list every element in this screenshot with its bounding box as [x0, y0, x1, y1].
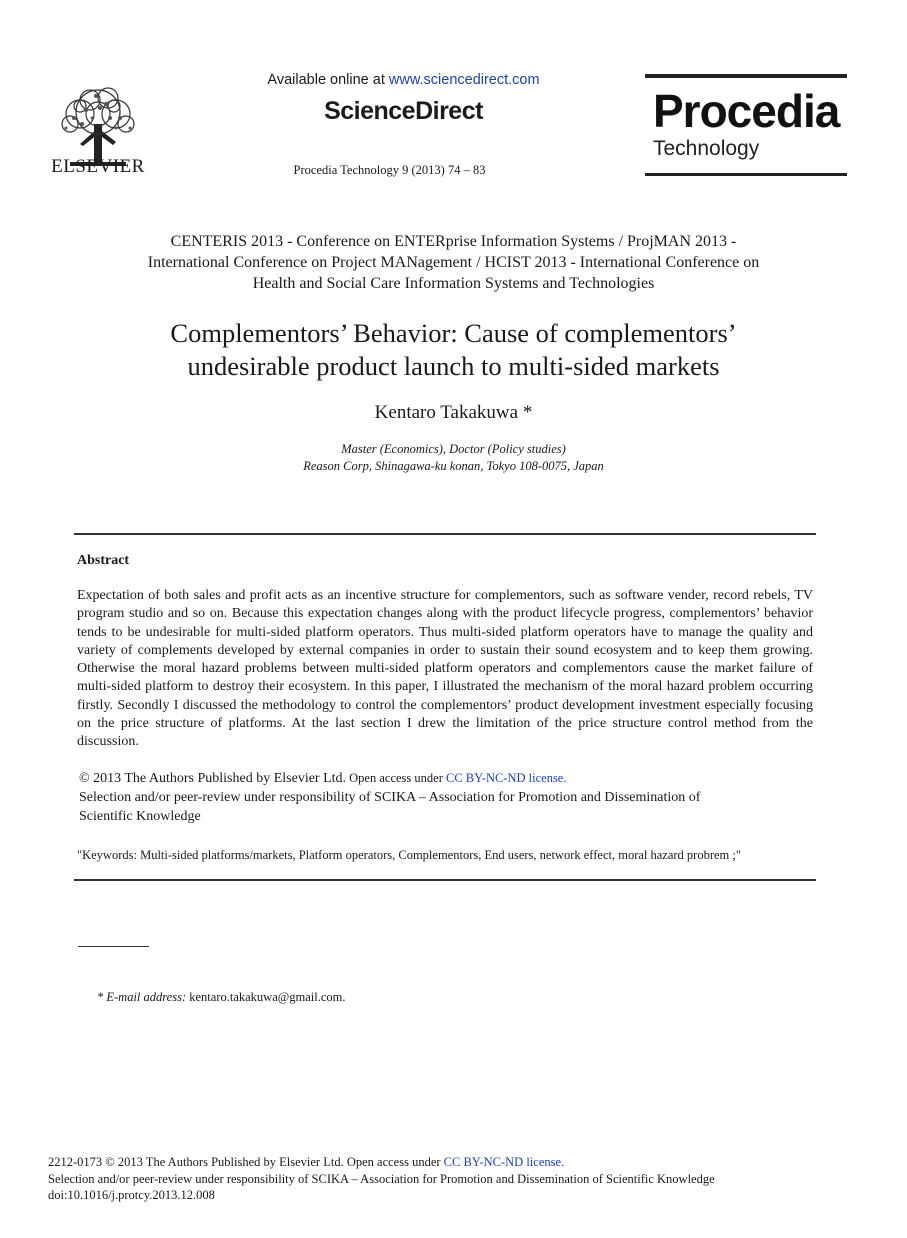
- conference-line-1: CENTERIS 2013 - Conference on ENTERprise Information Systems / ProjMAN 2013 -: [170, 233, 737, 250]
- conference-line-2: International Conference on Project MANagement / HCIST 2013 - International Conference on: [147, 254, 760, 271]
- procedia-subtitle: Technology: [653, 137, 760, 160]
- footnote-label: * E-mail address:: [97, 990, 187, 1004]
- affiliation-line-1: Master (Economics), Doctor (Policy studies): [341, 442, 566, 456]
- sciencedirect-brand: ScienceDirect: [324, 97, 483, 125]
- procedia-word: Procedia: [653, 85, 840, 137]
- journal-reference: Procedia Technology 9 (2013) 74 – 83: [293, 163, 486, 177]
- divider-top: [74, 533, 816, 535]
- abstract-heading: Abstract: [77, 553, 130, 568]
- bottom-line-2: Selection and/or peer-review under responsibility of SCIKA – Association for Promotion and Dissemination of Scientific Knowledge: [48, 1171, 715, 1186]
- title-line-1: Complementors’ Behavior: Cause of complementors’: [170, 318, 737, 348]
- affiliation-line-2: Reason Corp, Shinagawa-ku konan, Tokyo 108-0075, Japan: [303, 459, 604, 473]
- author-name: Kentaro Takakuwa *: [374, 402, 533, 423]
- copyright-line: [79, 769, 815, 788]
- conference-name: [60, 231, 847, 294]
- title-line-2: undesirable product launch to multi-sided markets: [187, 351, 720, 381]
- keywords: "Keywords: Multi-sided platforms/markets, Platform operators, Complementors, End users, network effect, moral hazard probrem ;": [77, 848, 741, 862]
- footnote-email: kentaro.takakuwa@gmail.com.: [186, 990, 346, 1004]
- author-affiliation: [60, 441, 847, 475]
- copyright-main: © 2013 The Authors Published by Elsevier Ltd.: [79, 771, 347, 786]
- procedia-top-bar: [645, 74, 847, 78]
- review-line-2: Scientific Knowledge: [79, 809, 201, 824]
- copyright-block: [79, 769, 815, 826]
- sciencedirect-link[interactable]: www.sciencedirect.com: [388, 72, 540, 88]
- divider-bottom: [74, 879, 816, 881]
- open-access-label: Open access under: [346, 771, 446, 785]
- available-prefix: Available online at: [267, 72, 389, 88]
- paper-title: [60, 317, 847, 383]
- abstract-text: Expectation of both sales and profit acts as an incentive structure for complementors, such as software vender, record rebels, TV program studio and so on. Because this expectation changes along with the product lifecycle progress, complementors’ behavior tends to be undesirable for multi-sided platform operators. Thus multi-sided platform operators have to manage the quality and variety of complements developed by external companies in order to sustain their sound ecosystem and to keep them growing. Otherwise the moral hazard problems between multi-sided platform operators and complementors cause the market failure of multi-sided platform to destroy their ecosystem. In this paper, I illustrated the mechanism of the moral hazard problem occurring firstly. Secondly I discussed the methodology to control the complementors’ product development investment especially focusing on the price structure of platforms. At the last section I drew the limitation of the price structure control method from the discussion.: [77, 588, 813, 750]
- bottom-license-link[interactable]: CC BY-NC-ND license.: [443, 1155, 565, 1169]
- conference-line-3: Health and Social Care Information Systems and Technologies: [252, 275, 655, 292]
- license-link[interactable]: CC BY-NC-ND license.: [446, 771, 567, 785]
- procedia-bottom-bar: [645, 173, 847, 176]
- review-line-1: Selection and/or peer-review under responsibility of SCIKA – Association for Promotion and Dissemination of: [79, 790, 701, 805]
- bottom-line-1: [48, 1154, 868, 1171]
- bottom-matter: [48, 1154, 868, 1204]
- bottom-copyright: 2212-0173 © 2013 The Authors Published by Elsevier Ltd. Open access under: [48, 1155, 444, 1169]
- doi: doi:10.1016/j.protcy.2013.12.008: [48, 1188, 215, 1202]
- procedia-logo: [645, 74, 847, 176]
- publisher-name: ELSEVIER: [51, 156, 145, 177]
- footnote-rule: [78, 946, 149, 947]
- footnote: [97, 990, 346, 1005]
